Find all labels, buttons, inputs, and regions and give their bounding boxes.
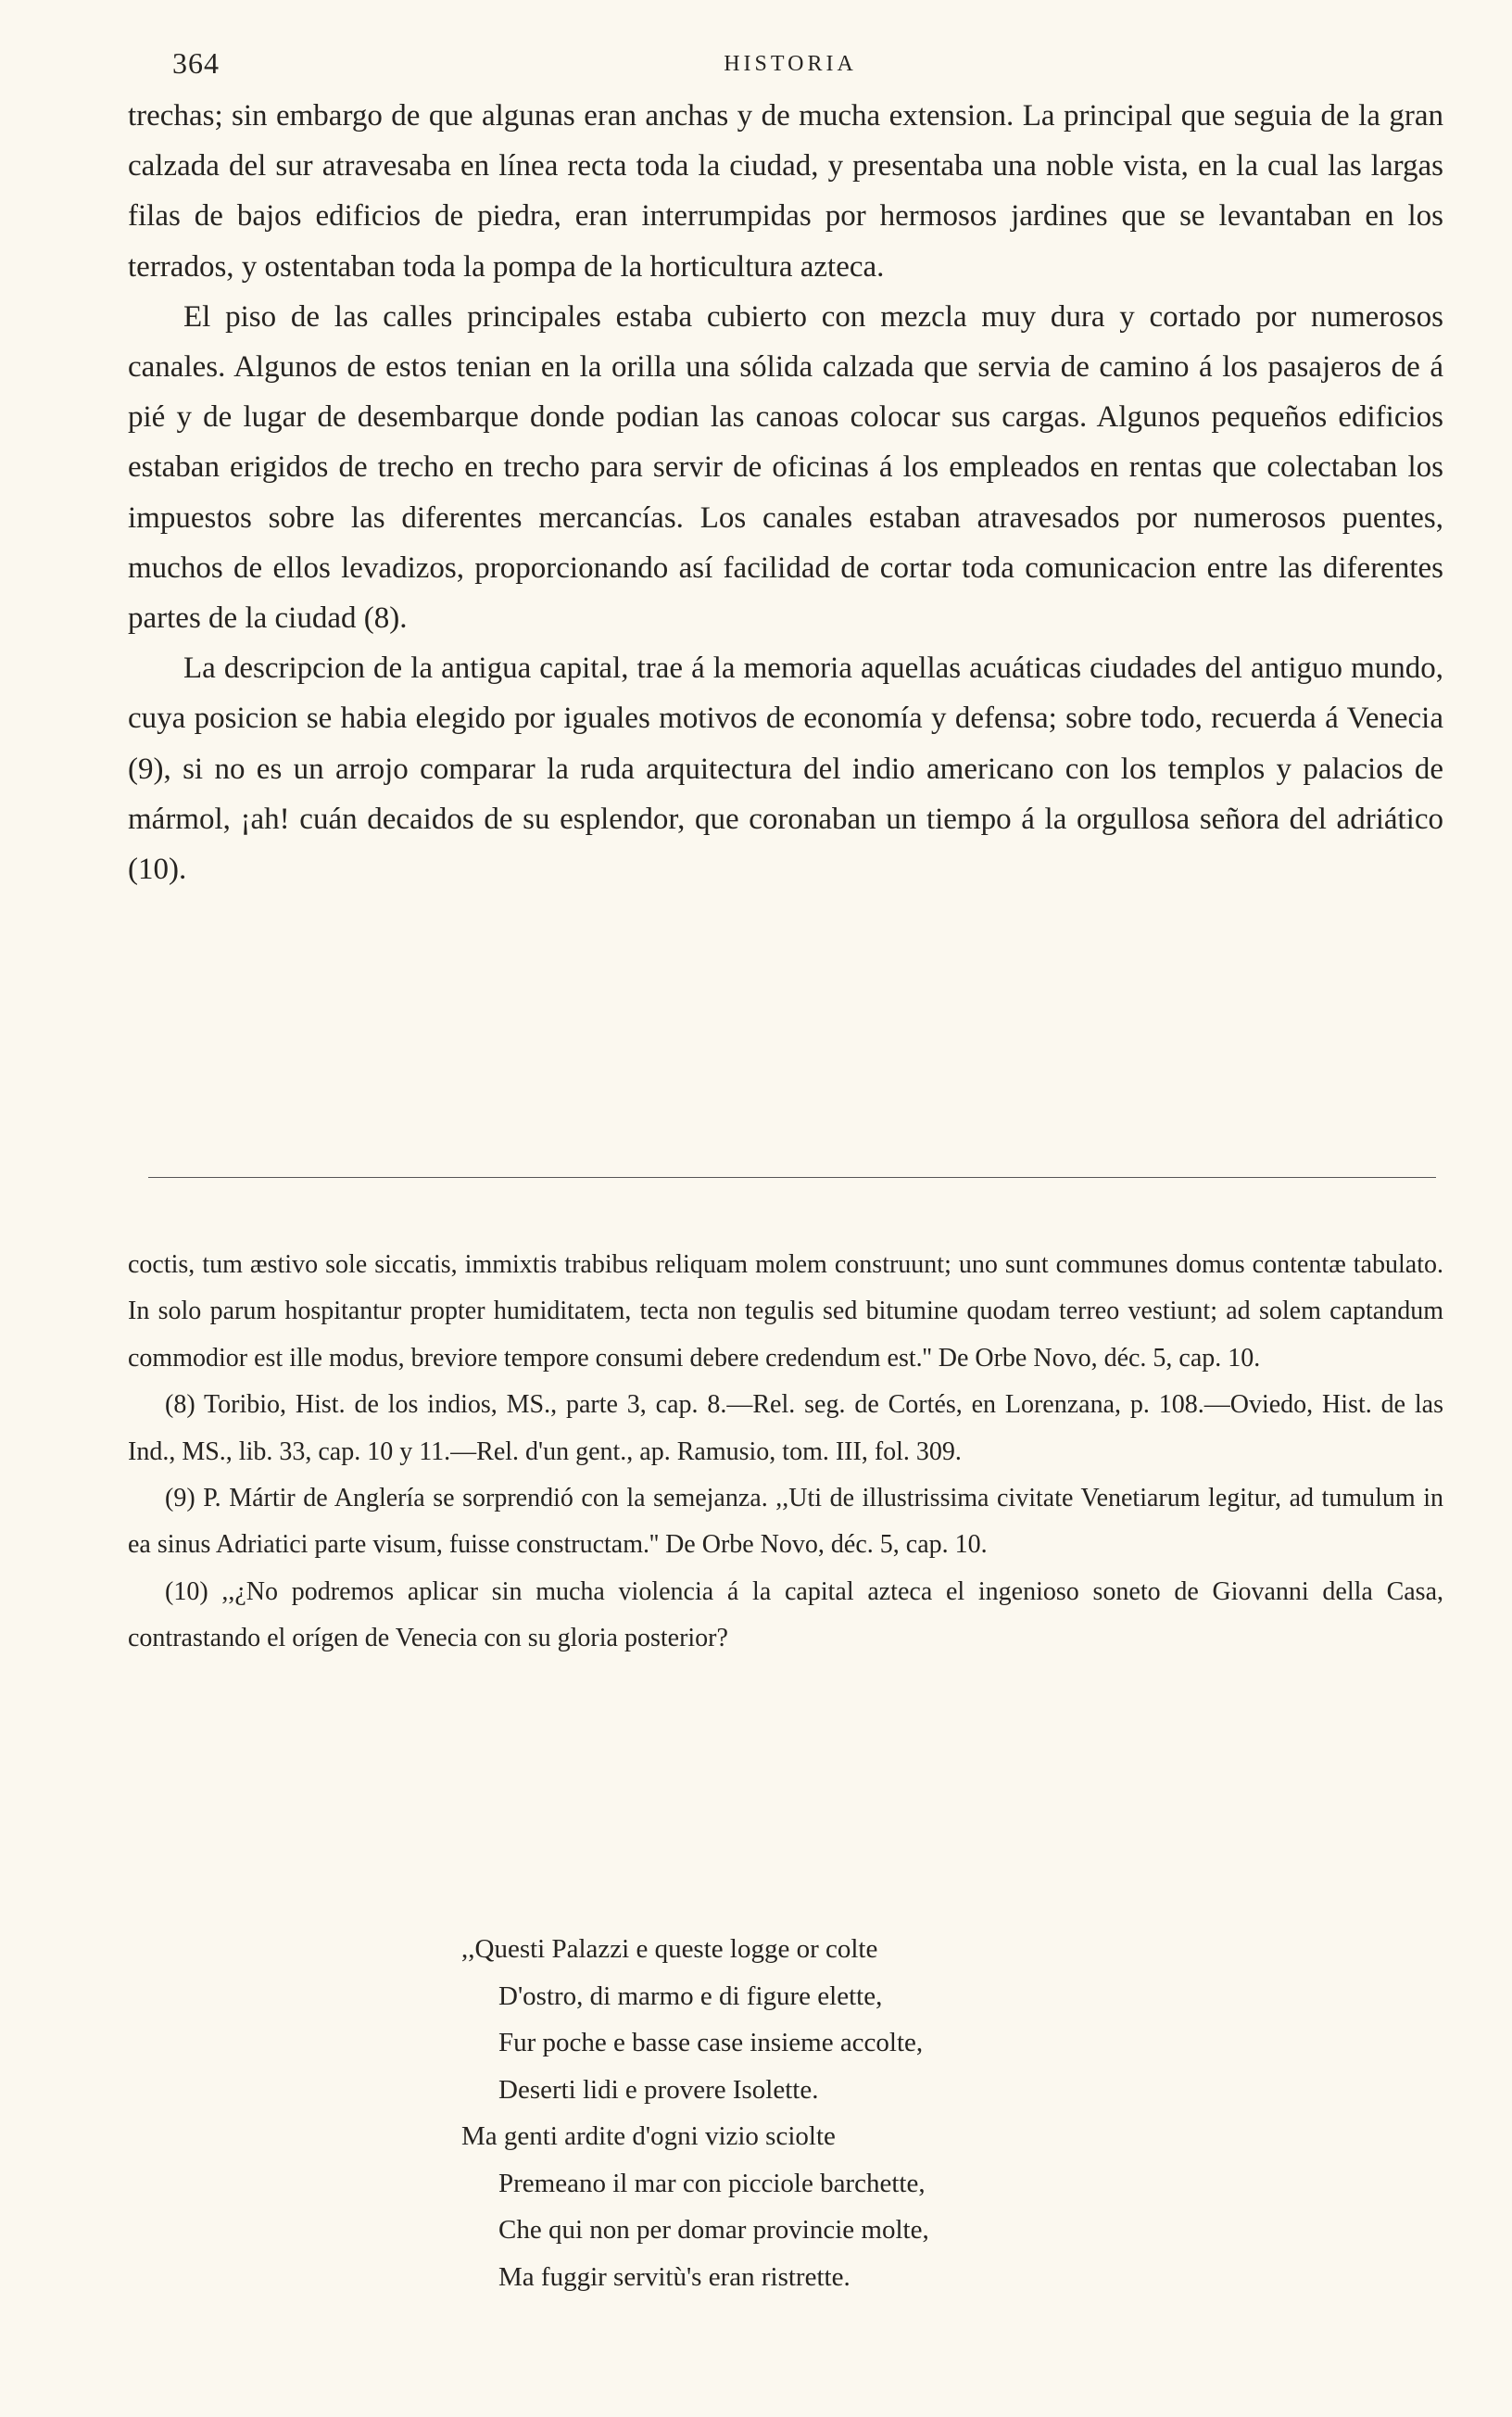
main-text — [128, 91, 1443, 894]
page-header — [128, 46, 1453, 93]
paragraph: La descripcion de la antigua capital, trae á la memoria aquellas acuáticas ciudades del antiguo mundo, cuya posicion se habia elegido por iguales motivos de economía y defensa; sobre todo, recuerda á Venecia (9), si no es un arrojo comparar la ruda arquitectura del indio americano con los templos y palacios de mármol, ¡ah! cuán decaidos de su esplendor, que coronaban un tiempo á la orgullosa señora del adriático (10). — [128, 652, 1443, 887]
poem-line: Ma genti ardite d'ogni vizio sciolte — [461, 2121, 836, 2151]
footnote-divider — [148, 1177, 1436, 1178]
poem-line: Che qui non per domar provincie molte, — [498, 2215, 929, 2245]
poem-line: Deserti lidi e provere Isolette. — [498, 2074, 819, 2105]
paragraph: trechas; sin embargo de que algunas eran anchas y de mucha extension. La principal que seguia de la gran calzada del sur atravesaba en línea recta toda la ciudad, y presentaba una noble vista, en la cual las largas filas de bajos edificios de piedra, eran interrumpidas por hermosos jardines que se levantaban en los terrados, y ostentaban toda la pompa de la horticultura azteca. — [128, 99, 1443, 284]
poem-line: ,,Questi Palazzi e queste logge or colte — [461, 1934, 878, 1964]
footnotes — [128, 1242, 1443, 1663]
poem-line: D'ostro, di marmo e di figure elette, — [498, 1980, 883, 2011]
footnote: (8) Toribio, Hist. de los indios, MS., parte 3, cap. 8.—Rel. seg. de Cortés, en Lorenzana, p. 108.—Oviedo, Hist. de las Ind., MS., lib. 33, cap. 10 y 11.—Rel. d'un gent., ap. Ramusio, tom. III, fol. 309. — [128, 1390, 1443, 1466]
footnote: (9) P. Mártir de Anglería se sorprendió con la semejanza. ,,Uti de illustrissima civitate Venetiarum legitur, ad tumulum in ea sinus Adriatici parte visum, fuisse constructam.'' De Orbe Novo, déc. 5, cap. 10. — [128, 1484, 1443, 1560]
paragraph: El piso de las calles principales estaba cubierto con mezcla muy dura y cortado por numerosos canales. Algunos de estos tenian en la orilla una sólida calzada que servia de camino á los pasajeros de á pié y de lugar de desembarque donde podian las canoas colocar sus cargas. Algunos pequeños edificios estaban erigidos de trecho en trecho para servir de oficinas á los empleados en rentas que colectaban los impuestos sobre las diferentes mercancías. Los canales estaban atravesados por numerosos puentes, muchos de ellos levadizos, proporcionando así facilidad de cortar toda comunicacion entre las diferentes partes de la ciudad (8). — [128, 299, 1443, 636]
poem-line: Fur poche e basse case insieme accolte, — [498, 2028, 924, 2057]
poem-line: Ma fuggir servitù's eran ristrette. — [498, 2261, 850, 2292]
poem-line: Premeano il mar con picciole barchette, — [498, 2168, 926, 2198]
footnote: (10) ,,¿No podremos aplicar sin mucha violencia á la capital azteca el ingenioso soneto de Giovanni della Casa, contrastando el orígen de Venecia con su gloria posterior? — [128, 1576, 1443, 1653]
page-number: 364 — [172, 46, 220, 80]
sonnet-quote — [461, 1926, 1295, 2300]
footnote-continuation: coctis, tum æstivo sole siccatis, immixtis trabibus reliquam molem construunt; uno sunt communes domus contentæ tabulato. In solo parum hospitantur propter humiditatem, tecta non tegulis sed bitumine quodam terreo vestiunt; ad solem captandum commodior est ille modus, breviore tempore consumi debere credendum est.'' De Orbe Novo, déc. 5, cap. 10. — [128, 1250, 1443, 1373]
running-head: HISTORIA — [724, 52, 857, 76]
